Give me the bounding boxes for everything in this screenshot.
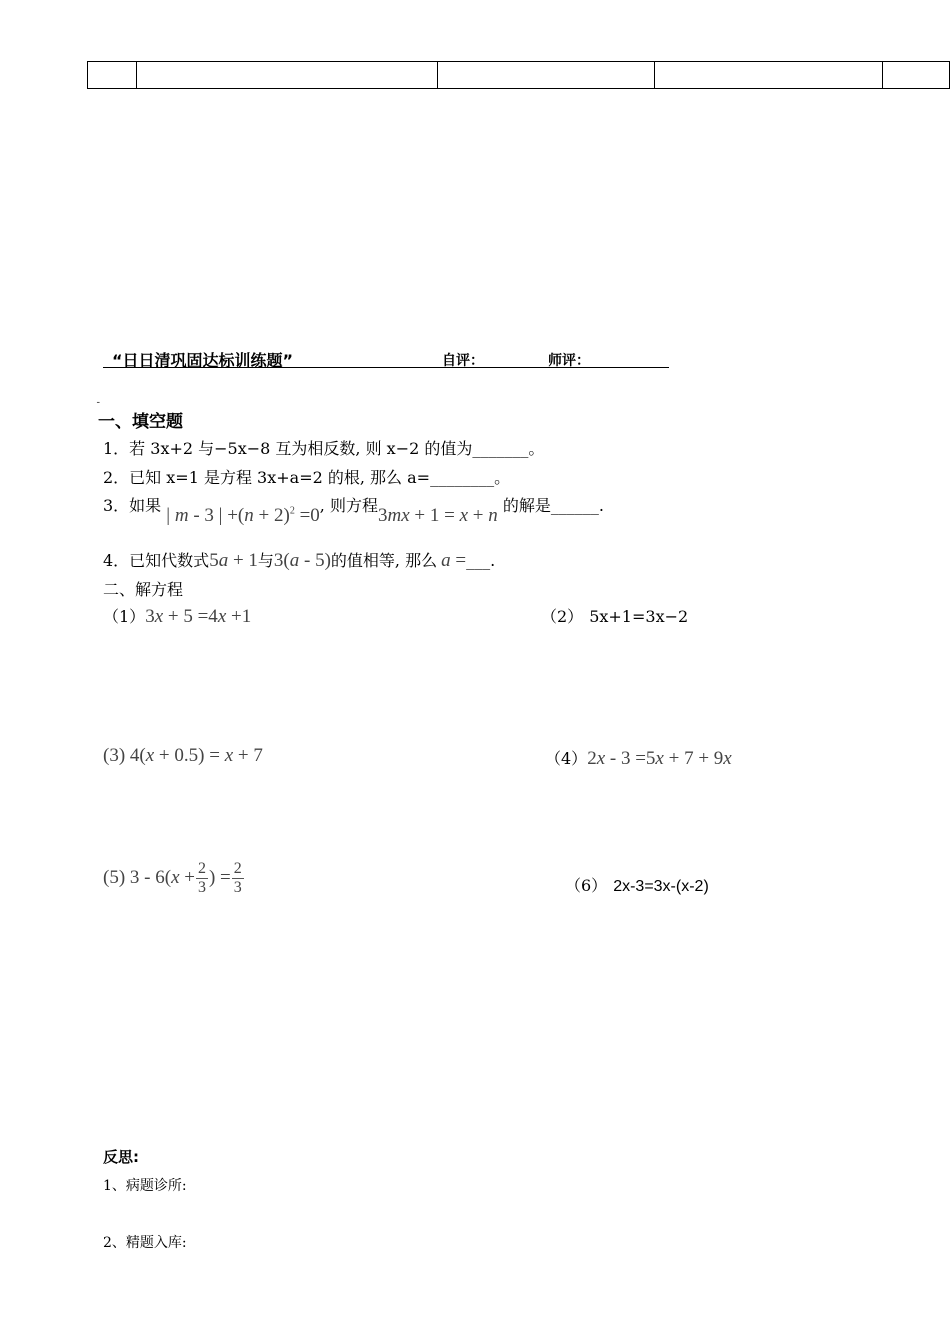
q3-middle: , 则方程 bbox=[319, 496, 378, 515]
fraction-numerator: 2 bbox=[197, 860, 206, 877]
question-1: 1．若 3x+2 与−5x−8 互为相反数, 则 x−2 的值为_______。 bbox=[103, 439, 545, 458]
q3-condition-expr bbox=[166, 505, 320, 526]
problem-label: (5) 3 - 6( bbox=[103, 867, 172, 888]
tick-mark: ˉ bbox=[96, 402, 101, 412]
problem-label: （2） bbox=[541, 607, 584, 626]
expr-part: = bbox=[450, 550, 467, 571]
worksheet-title: “日日清巩固达标训练题” bbox=[112, 351, 294, 370]
q4-expr1 bbox=[209, 550, 258, 571]
expr-part: + 1 = bbox=[409, 505, 460, 526]
expr-part: 3 bbox=[377, 505, 388, 526]
var-n: n bbox=[488, 505, 498, 526]
problem-2 bbox=[541, 604, 688, 627]
var-x: x bbox=[154, 606, 164, 627]
problem-label: (3) 4( bbox=[103, 745, 146, 766]
var-a: a bbox=[441, 550, 451, 571]
var-x: x bbox=[224, 745, 234, 766]
problem-5 bbox=[103, 860, 245, 897]
table-cell bbox=[88, 62, 137, 89]
expr-part: + 7 bbox=[233, 745, 263, 766]
self-eval-label: 自评： bbox=[442, 353, 484, 369]
var-x: x bbox=[723, 748, 732, 769]
var-mx: mx bbox=[387, 505, 410, 526]
problem-2-expr: 5x+1=3x−2 bbox=[589, 607, 689, 626]
header-underline bbox=[103, 367, 669, 368]
var-x: x bbox=[145, 745, 155, 766]
expr-part: + 1 bbox=[228, 550, 258, 571]
problem-6-expr: 2x-3=3x-(x-2) bbox=[613, 878, 709, 895]
expr-part: 5 bbox=[209, 550, 219, 571]
top-table bbox=[87, 61, 950, 89]
expr-part: +1 bbox=[226, 606, 252, 627]
reflection-item-2: 2、精题入库: bbox=[103, 1235, 187, 1251]
problem-label: （6） bbox=[565, 876, 608, 895]
problem-5-expr bbox=[171, 867, 195, 888]
fraction-two-thirds bbox=[232, 860, 244, 897]
expr-part: + bbox=[468, 505, 489, 526]
expr-part: + 2) bbox=[253, 505, 290, 526]
q4-expr3 bbox=[441, 550, 466, 571]
var-x: x bbox=[171, 867, 180, 888]
var-a: a bbox=[289, 550, 300, 571]
table-cell bbox=[655, 62, 883, 89]
var-x: x bbox=[217, 606, 227, 627]
expr-part: + bbox=[179, 867, 195, 888]
expr-part: - 3 =5 bbox=[605, 748, 656, 769]
q4-mid2: 的值相等, 那么 bbox=[330, 551, 438, 570]
expr-part: 3( bbox=[273, 550, 290, 571]
question-3 bbox=[103, 493, 604, 526]
teacher-eval-label: 师评： bbox=[548, 353, 590, 369]
q3-prefix: 3．如果 bbox=[103, 496, 162, 515]
reflection-title: 反思: bbox=[103, 1148, 139, 1166]
table-row bbox=[88, 62, 950, 89]
problem-1-expr bbox=[145, 606, 251, 627]
expr-part: + 5 =4 bbox=[163, 606, 218, 627]
question-4 bbox=[103, 548, 495, 572]
fraction-two-thirds bbox=[196, 860, 208, 897]
problem-label: （4） bbox=[545, 749, 588, 768]
fraction-denominator: 3 bbox=[197, 879, 206, 896]
q4-expr2 bbox=[274, 550, 331, 571]
expr-part: =0 bbox=[294, 505, 320, 526]
table-cell bbox=[137, 62, 438, 89]
var-n: n bbox=[244, 505, 254, 526]
problem-3 bbox=[103, 745, 263, 767]
problem-4-expr bbox=[587, 748, 732, 769]
section1-heading: 一、填空题 bbox=[98, 412, 183, 432]
expr-part: - 3 | +( bbox=[188, 505, 245, 526]
expr-part: ) = bbox=[208, 867, 231, 888]
expr-part: 3 bbox=[145, 606, 155, 627]
table-cell bbox=[883, 62, 950, 89]
reflection-item-1: 1、病题诊所: bbox=[103, 1178, 187, 1194]
expr-part: 2 bbox=[587, 748, 597, 769]
var-x: x bbox=[596, 748, 606, 769]
question-2: 2．已知 x=1 是方程 3x+a=2 的根, 那么 a=________。 bbox=[103, 468, 511, 487]
var-x: x bbox=[459, 505, 468, 526]
expr-part: | bbox=[166, 505, 175, 526]
table-cell bbox=[438, 62, 655, 89]
q4-prefix: 4．已知代数式 bbox=[103, 551, 210, 570]
q4-mid1: 与 bbox=[257, 551, 274, 570]
section2-heading: 二、解方程 bbox=[103, 580, 184, 599]
expr-part: + 7 + 9 bbox=[663, 748, 724, 769]
problem-3-expr bbox=[146, 745, 263, 766]
problem-1 bbox=[103, 604, 251, 628]
q3-equation-expr bbox=[378, 505, 498, 526]
var-a: a bbox=[218, 550, 229, 571]
var-m: m bbox=[174, 505, 189, 526]
fraction-numerator: 2 bbox=[233, 860, 242, 877]
expr-part: + 0.5) = bbox=[154, 745, 225, 766]
var-x: x bbox=[655, 748, 664, 769]
problem-4 bbox=[545, 746, 732, 770]
exponent: 2 bbox=[289, 505, 295, 517]
q4-suffix: ___. bbox=[466, 551, 496, 570]
fraction-denominator: 3 bbox=[233, 879, 242, 896]
problem-label: （1） bbox=[103, 607, 146, 626]
q3-suffix: 的解是______. bbox=[502, 496, 604, 515]
expr-part: - 5) bbox=[299, 550, 331, 571]
problem-6 bbox=[565, 873, 709, 896]
